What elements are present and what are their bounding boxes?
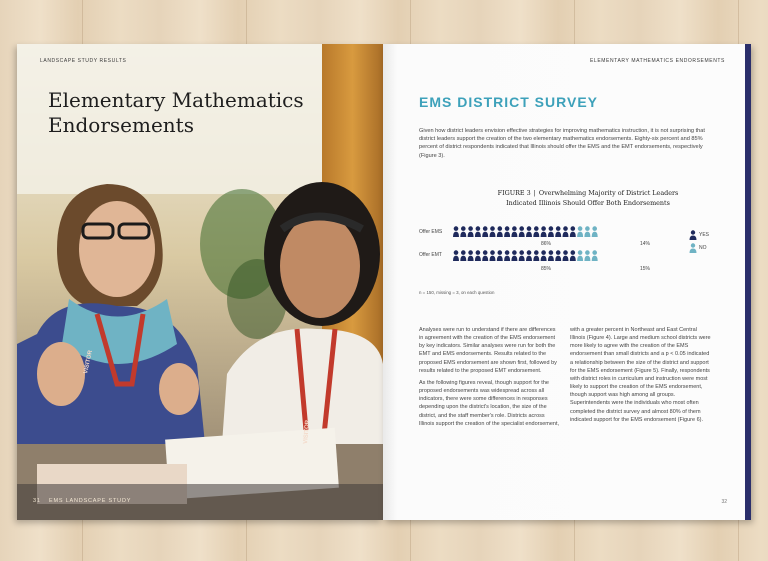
no-person-icon: [584, 250, 590, 261]
lanyard-text: VISITOR: [83, 349, 94, 375]
running-head: LANDSCAPE STUDY RESULTS: [40, 58, 127, 64]
yes-person-icon: [504, 250, 510, 261]
figure-footnote: n = 150, missing = 3, on each question: [419, 290, 495, 295]
yes-person-icon: [533, 250, 539, 261]
figure-title-line-2: Indicated Illinois Should Offer Both Endorsements: [506, 199, 670, 207]
yes-person-icon: [482, 250, 488, 261]
yes-person-icon: [555, 250, 561, 261]
yes-percent-label: 85%: [541, 266, 552, 272]
lanyard-labels: [17, 44, 383, 520]
yes-person-icon: [519, 226, 525, 237]
lanyard-text: VISITOR: [303, 419, 312, 445]
yes-person-icon: [460, 226, 466, 237]
yes-person-icon: [526, 250, 532, 261]
yes-person-icon: [453, 226, 459, 237]
paragraph: with a greater percent in Northeast and East Central Illinois (Figure 4). Large and medium school districts were more likely to agree with the creation of the EMS endorsement than small districts and a p < 0.05 indicated a relationship between the size of the district and support for the EMS endorsement (Figure 5). Finally, respondents with district roles in curriculum and instruction were most likely to support the creation of the EMS endorsement, though support was high among all groups. Superintendents were the individuals who most often completed the district survey and almost 80% of them indicated support for the EMS endorsement (Figure 6).: [570, 327, 711, 423]
yes-person-icon: [504, 226, 510, 237]
left-page: [17, 44, 383, 520]
yes-person-icon: [490, 250, 496, 261]
figure-number: FIGURE 3: [497, 189, 531, 197]
yes-person-icon: [460, 250, 466, 261]
yes-percent-label: 86%: [541, 241, 552, 247]
running-head: ELEMENTARY MATHEMATICS ENDORSEMENTS: [590, 58, 725, 64]
title-line-2: Endorsements: [48, 113, 194, 137]
no-percent-label: 15%: [640, 266, 651, 272]
yes-person-icon: [526, 226, 532, 237]
category-label: Offer EMS: [419, 229, 443, 235]
yes-person-icon: [563, 226, 569, 237]
yes-person-icon: [453, 250, 459, 261]
person-icon: [689, 230, 697, 240]
no-person-icon: [592, 250, 598, 261]
yes-person-icon: [468, 226, 474, 237]
figure-title-line-1: Overwhelming Majority of District Leaders: [538, 189, 679, 197]
no-person-icon: [577, 250, 583, 261]
pictograph-chart: [383, 44, 751, 520]
section-title: EMS DISTRICT SURVEY: [419, 94, 598, 110]
yes-person-icon: [541, 250, 547, 261]
yes-person-icon: [475, 226, 481, 237]
person-icon: [689, 243, 697, 253]
yes-person-icon: [468, 250, 474, 261]
page-number: 32: [721, 499, 727, 505]
paragraph: As the following figures reveal, though support for the proposed endorsements was widespread across all indicators, there were some differences in responses depending upon the district's location, the size of the district, and the staff member's role. Districts across Illinois support the creation of the specialist endorsement,: [419, 379, 560, 427]
right-page: [383, 44, 751, 520]
yes-person-icon: [570, 226, 576, 237]
legend-no-label: NO: [699, 245, 707, 251]
yes-person-icon: [497, 250, 503, 261]
yes-person-icon: [475, 250, 481, 261]
page-number: 31: [33, 498, 41, 504]
yes-person-icon: [519, 250, 525, 261]
legend-yes-label: YES: [699, 232, 710, 238]
yes-person-icon: [482, 226, 488, 237]
yes-person-icon: [563, 250, 569, 261]
open-report-book: [17, 44, 751, 520]
yes-person-icon: [497, 226, 503, 237]
navy-page-edge: [745, 44, 751, 520]
yes-person-icon: [541, 226, 547, 237]
legend-yes: [689, 230, 709, 240]
figure-separator: |: [533, 189, 536, 197]
no-person-icon: [592, 226, 598, 237]
title-line-1: Elementary Mathematics: [48, 88, 304, 112]
no-person-icon: [577, 226, 583, 237]
yes-person-icon: [511, 226, 517, 237]
body-column-2: [570, 326, 712, 428]
intro-paragraph: Given how district leaders envision effective strategies for improving mathematics instruction, it is not surprising that district leaders support the creation of the two elementary mathematics endorsements. Eighty-six percent and 85% percent of district respondents indicated that Illinois should offer the EMS and the EMT endorsements, respectively (Figure 3).: [419, 128, 705, 159]
footer-label: EMS LANDSCAPE STUDY: [49, 498, 132, 504]
yes-person-icon: [555, 226, 561, 237]
paragraph: Analyses were run to understand if there are differences in agreement with the creation of the EMS endorsement by key indicators. Similar analyses were run for both the EMT and EMS endorsements. Results related to the proposed EMS endorsement are shown first, followed by results related to the proposed EMT endorsement.: [419, 327, 557, 374]
yes-person-icon: [511, 250, 517, 261]
category-label: Offer EMT: [419, 252, 442, 258]
body-column-1: [419, 326, 561, 432]
yes-person-icon: [548, 226, 554, 237]
legend-no: [689, 243, 707, 253]
yes-person-icon: [490, 226, 496, 237]
no-percent-label: 14%: [640, 241, 651, 247]
yes-person-icon: [548, 250, 554, 261]
yes-person-icon: [570, 250, 576, 261]
yes-person-icon: [533, 226, 539, 237]
no-person-icon: [584, 226, 590, 237]
